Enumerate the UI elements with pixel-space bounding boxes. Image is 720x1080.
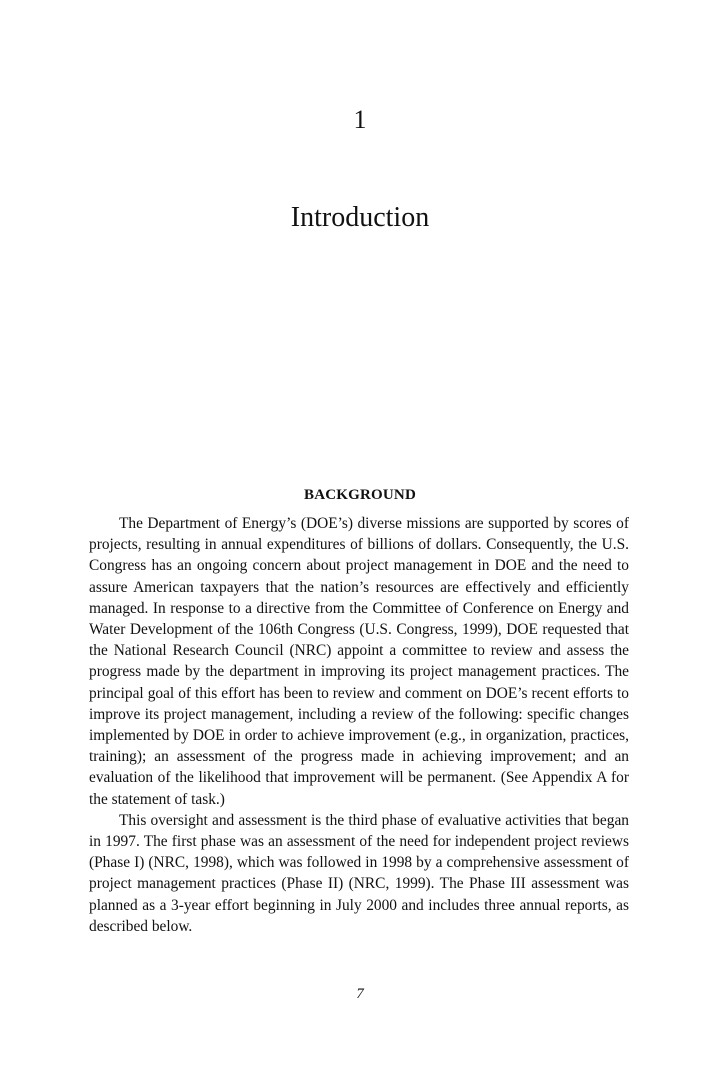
page-number: 7: [356, 986, 364, 1002]
paragraph-background-2: This oversight and assessment is the third phase of evaluative activities that began in 1997. The first phase was an assessment of the need for independent project reviews (Phase I) (NRC, 1998), which was followed in 1998 by a comprehensive assessment of project management practices (Phase II) (NRC, 1999). The Phase III assessment was planned as a 3-year effort beginning in July 2000 and includes three annual reports, as described below.: [89, 811, 629, 935]
chapter-number: 1: [353, 105, 367, 134]
chapter-title: Introduction: [290, 202, 430, 233]
paragraph-background-1: The Department of Energy’s (DOE’s) diverse missions are supported by scores of projects, resulting in annual expenditures of billions of dollars. Consequently, the U.S. Congress has an ongoing concern about project management in DOE and the need to assure American taxpayers that the nation’s resources are effectively and efficiently managed. In response to a directive from the Committee of Conference on Energy and Water Development of the 106th Congress (U.S. Congress, 1999), DOE requested that the National Research Council (NRC) appoint a committee to review and assess the progress made by the department in improving its project management practices. The principal goal of this effort has been to review and comment on DOE’s recent efforts to improve its project management, including a review of the following: specific changes implemented by DOE in order to achieve improvement (e.g., in organization, practices, training); an assessment of the progress made in achieving improvement; and an evaluation of the likelihood that improvement will be permanent. (See Appendix A for the statement of task.): [89, 515, 629, 808]
section-heading: BACKGROUND: [303, 487, 416, 503]
body-text: [89, 513, 629, 937]
